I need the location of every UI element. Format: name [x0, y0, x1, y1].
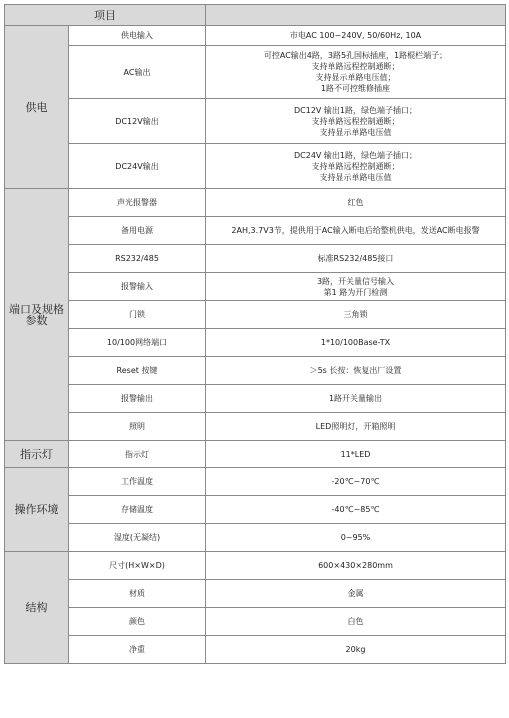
item-cell: 门锁 — [69, 301, 206, 329]
value-cell — [206, 357, 506, 385]
item-cell: Reset 按键 — [69, 357, 206, 385]
item-cell: 颜色 — [69, 608, 206, 636]
value-line: 1路开关量输出 — [328, 394, 383, 403]
category-cell — [5, 441, 69, 468]
value-line: 600×430×280mm — [318, 561, 393, 570]
item-cell: 尺寸(H×W×D) — [69, 552, 206, 580]
table-row — [5, 496, 506, 524]
category-label: 操作环境 — [14, 503, 59, 516]
value-line: 支持显示单路电压值 — [319, 127, 392, 137]
table-row — [5, 636, 506, 664]
value-line: 0~95% — [340, 533, 371, 542]
table-row — [5, 301, 506, 329]
value-line: 支持显示单路电压值； — [315, 73, 396, 82]
value-line: 可控AC输出4路，3路5孔国标插座，1路棍栏端子； — [263, 51, 448, 60]
item-cell: 材质 — [69, 580, 206, 608]
value-cell — [206, 385, 506, 413]
spec-table — [4, 4, 506, 664]
item-cell: DC24V输出 — [69, 144, 206, 189]
table-body — [5, 26, 506, 664]
value-line: 红色 — [347, 198, 364, 207]
table-row — [5, 46, 506, 99]
value-line: 市电AC 100~240V, 50/60Hz, 10A — [289, 31, 422, 40]
item-cell: AC输出 — [69, 46, 206, 99]
value-line: 1路不可控维修插座 — [320, 84, 391, 93]
value-cell — [206, 189, 506, 217]
spec-sheet — [4, 4, 505, 664]
value-cell — [206, 144, 506, 189]
value-line: ＞5s 长按：恢复出厂设置 — [309, 366, 402, 375]
value-cell — [206, 245, 506, 273]
value-line: -40℃~85℃ — [331, 505, 380, 514]
category-label: 端口及规格参数 — [9, 302, 64, 327]
table-row — [5, 189, 506, 217]
table-row — [5, 552, 506, 580]
table-header — [5, 5, 506, 26]
category-label: 供电 — [25, 100, 48, 114]
value-cell — [206, 273, 506, 301]
header-item: 项目 — [5, 5, 206, 26]
value-cell — [206, 552, 506, 580]
item-cell: 备用电源 — [69, 217, 206, 245]
value-line: 3路，开关量信号输入 — [316, 276, 395, 286]
item-cell: 存储温度 — [69, 496, 206, 524]
item-cell: 湿度(无凝结) — [69, 524, 206, 552]
item-cell: DC12V输出 — [69, 99, 206, 144]
table-row — [5, 329, 506, 357]
value-cell — [206, 496, 506, 524]
table-row — [5, 468, 506, 496]
item-cell: 报警输入 — [69, 273, 206, 301]
value-cell — [206, 26, 506, 46]
category-label: 指示灯 — [20, 447, 53, 461]
table-row — [5, 245, 506, 273]
item-cell: 净重 — [69, 636, 206, 664]
category-cell — [5, 552, 69, 664]
value-cell — [206, 524, 506, 552]
value-line: -20℃~70℃ — [331, 477, 380, 486]
value-line: 支持单路远程控制通断； — [311, 116, 400, 126]
item-cell: 供电输入 — [69, 26, 206, 46]
item-cell: 报警输出 — [69, 385, 206, 413]
value-line: 20kg — [345, 645, 366, 654]
table-row — [5, 524, 506, 552]
value-line: 支持单路远程控制通断； — [311, 62, 400, 71]
header-value — [206, 5, 506, 26]
value-line: 11*LED — [340, 449, 371, 459]
value-line: 三角锁 — [343, 310, 368, 319]
value-line: LED照明灯，开箱照明 — [315, 422, 396, 431]
table-row — [5, 273, 506, 301]
item-cell: 声光报警器 — [69, 189, 206, 217]
value-line: 金属 — [347, 589, 364, 598]
value-cell — [206, 580, 506, 608]
table-row — [5, 385, 506, 413]
value-cell — [206, 217, 506, 245]
table-row — [5, 144, 506, 189]
table-row — [5, 26, 506, 46]
value-cell — [206, 608, 506, 636]
value-cell — [206, 99, 506, 144]
value-cell — [206, 468, 506, 496]
value-line: 1*10/100Base-TX — [320, 338, 391, 347]
value-line: DC12V 输出1路，绿色端子插口； — [293, 105, 418, 115]
item-cell: 照明 — [69, 413, 206, 441]
value-line: 支持显示单路电压值 — [319, 172, 392, 182]
value-cell — [206, 636, 506, 664]
table-row — [5, 580, 506, 608]
value-line: 第1 路为开门检测 — [323, 287, 388, 297]
item-cell: 工作温度 — [69, 468, 206, 496]
category-cell — [5, 468, 69, 552]
category-cell — [5, 189, 69, 441]
item-cell: RS232/485 — [69, 245, 206, 273]
value-line: 支持单路远程控制通断； — [311, 161, 400, 171]
table-row — [5, 99, 506, 144]
item-cell: 指示灯 — [69, 441, 206, 468]
value-line: 标准RS232/485接口 — [317, 254, 394, 263]
table-row — [5, 608, 506, 636]
item-cell: 10/100网络端口 — [69, 329, 206, 357]
table-row — [5, 441, 506, 468]
table-row — [5, 413, 506, 441]
value-cell — [206, 301, 506, 329]
category-cell — [5, 26, 69, 189]
table-row — [5, 357, 506, 385]
table-row — [5, 217, 506, 245]
category-label: 结构 — [25, 601, 48, 614]
value-cell — [206, 329, 506, 357]
value-cell — [206, 413, 506, 441]
value-line: DC24V 输出1路，绿色端子插口； — [293, 150, 418, 160]
value-line: 2AH,3.7V3节，提供用于AC输入断电后给整机供电，发送AC断电报警 — [231, 226, 480, 235]
value-cell — [206, 441, 506, 468]
value-line: 白色 — [347, 617, 364, 626]
value-cell — [206, 46, 506, 99]
